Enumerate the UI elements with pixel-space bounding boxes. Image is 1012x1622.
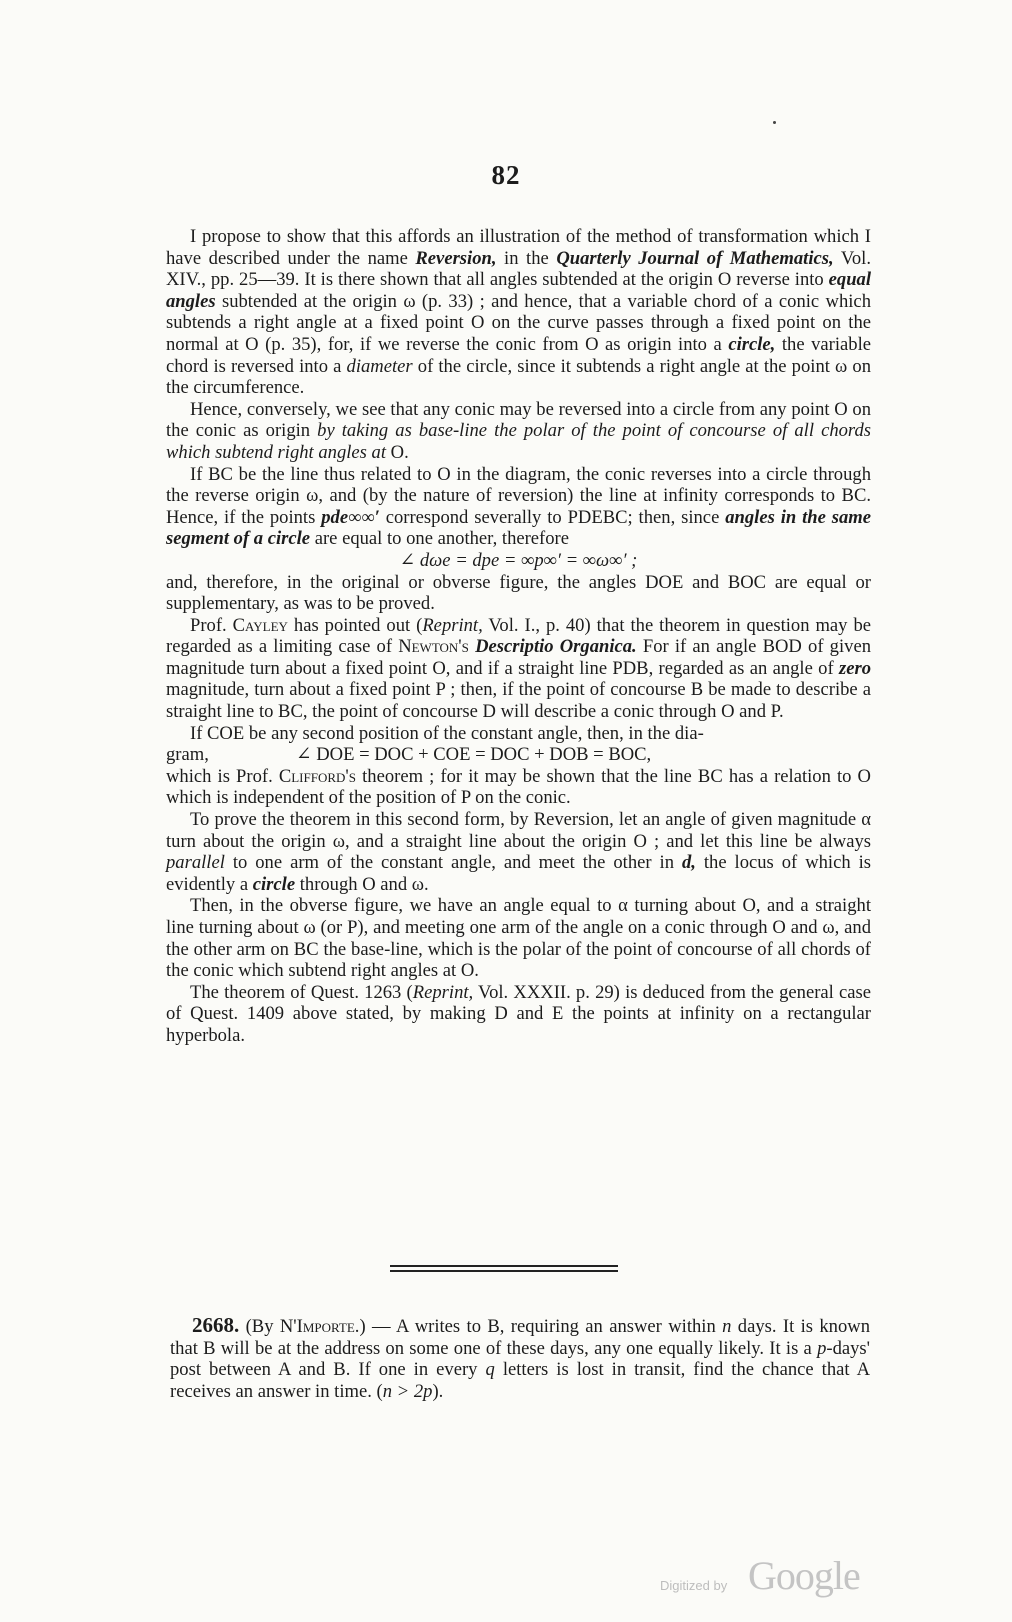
speck-dot: [773, 121, 776, 124]
digitized-by-label: Digitized by: [660, 1578, 728, 1593]
paragraph-then: Then, in the obverse figure, we have an angle equal to α turning about O, and a straight line turning about ω (or P), and meeting one arm of the angle on a conic through O and ω, and the other arm on BC the base-line, which is the polar of the point of concourse of all chords of the conic which subtend right angles at O.: [166, 895, 871, 982]
author-name: N'Importe.: [279, 1316, 360, 1337]
emphasis: d,: [681, 852, 696, 874]
formula-angles: ∠ dωe = dpe = ∞p∞′ = ∞ω∞′ ;: [399, 549, 638, 571]
text: (By: [239, 1316, 280, 1337]
text: subtended at the origin ω (p. 33) ; and hence, that a variable chord of a conic which subtends a right angle at a fixed point O on the curve passes through a fixed point on the normal at O (p. 35), for, if we reverse the conic from O as origin into a: [166, 290, 871, 355]
journal-title: Quarterly Journal of Mathematics,: [556, 247, 834, 269]
text: O.: [386, 441, 409, 463]
gram-equation-line: [166, 744, 871, 766]
paragraph-quest-1263: [166, 982, 871, 1047]
emphasis: Reprint,: [422, 614, 483, 636]
author-name: Newton's: [398, 636, 469, 658]
section-divider: [390, 1265, 618, 1272]
text: magnitude, turn about a fixed point P ; then, if the point of concourse B be made to describe a straight line to BC, the point of concourse D will describe a conic through O and P.: [166, 679, 871, 723]
emphasis: zero: [838, 657, 871, 679]
text: Vol. XXXII. p. 29) is deduced from the general case of Quest. 1409 above stated, by making D and E the points at infinity on a rectangular hyperbola.: [166, 981, 872, 1046]
text: which is Prof.: [166, 765, 279, 787]
math-points: pde∞∞′: [321, 506, 380, 528]
emphasis: Reversion,: [415, 247, 497, 269]
text: If COE be any second position of the constant angle, then, in the dia-: [190, 722, 704, 744]
divider-line: [390, 1270, 618, 1272]
divider-line: [390, 1265, 618, 1267]
question-text: [170, 1315, 870, 1402]
text: ) — A writes to B, requiring an answer within: [359, 1316, 723, 1337]
text: Vol. I., p. 40) that the theorem in question may be regarded as a limiting case of: [166, 614, 872, 658]
formula-doe: ∠ DOE = DOC + COE = DOC + DOB = BOC,: [296, 744, 652, 766]
text: correspond severally to PDEBC; then, since: [379, 506, 726, 528]
text: Hence, conversely, we see that any conic may be reversed into a circle from any point O on the conic as origin: [166, 398, 871, 442]
text: of the circle, since it subtends a right angle at the point ω on the circumference.: [166, 355, 871, 399]
text: ).: [432, 1380, 444, 1402]
paragraph-cayley: [166, 615, 871, 723]
text: in the: [496, 247, 557, 269]
text: Prof.: [190, 614, 233, 636]
emphasis: angles in the same segment of a circle: [166, 506, 871, 550]
condition: n > 2p: [382, 1380, 433, 1402]
google-logo: Google: [748, 1553, 860, 1598]
text: gram,: [166, 744, 209, 766]
emphasis: by taking as base-line the polar of the point of concourse of all chords which subtend right angles at: [166, 420, 871, 463]
text: theorem ; for it may be shown that the line BC has a relation to O which is independent of the position of P on the conic.: [166, 765, 871, 809]
text: I propose to show that this affords an illustration of the method of transformation which I have described under the name: [166, 226, 871, 269]
paragraph-clifford: [166, 766, 871, 809]
paragraph-reversion: [166, 226, 871, 399]
paragraph-conversely: [166, 399, 871, 464]
author-name: Clifford's: [278, 765, 357, 787]
variable: p: [817, 1337, 827, 1359]
emphasis: circle,: [728, 333, 776, 355]
author-name: Cayley: [232, 614, 288, 636]
paragraph-obverse: and, therefore, in the original or obverse figure, the angles DOE and BOC are equal or supplementary, as was to be proved.: [166, 571, 871, 615]
text: to one arm of the constant angle, and meet the other in: [224, 852, 682, 874]
variable: n: [722, 1316, 732, 1337]
emphasis: circle: [252, 873, 296, 895]
question-2668: [170, 1315, 870, 1402]
text: has pointed out (: [287, 614, 423, 636]
paragraph-coe: [166, 723, 871, 745]
text: letters is lost in transit, find the chance that A receives an answer in time. (: [170, 1359, 870, 1402]
article-body: [166, 226, 871, 1047]
text: To prove the theorem in this second form, by Reversion, let an angle of given magnitude α turn about the origin ω, and a straight line about the origin O ; and let this line be always: [166, 809, 871, 852]
text: The theorem of Quest. 1263 (: [190, 981, 413, 1003]
paragraph-bc-line: [166, 464, 871, 550]
emphasis: Reprint,: [412, 981, 474, 1003]
text: the variable chord is reversed into a: [166, 333, 871, 377]
variable: q: [485, 1359, 495, 1381]
page-number: 82: [491, 160, 521, 190]
paragraph-second-form: [166, 809, 871, 895]
text: If BC be the line thus related to O in the diagram, the conic reverses into a circle through the reverse origin ω, and (by the nature of reversion) the line at infinity corresponds to BC. Hence, if the points: [166, 463, 871, 528]
text: the locus of which is evidently a: [166, 852, 871, 895]
text: are equal to one another, therefore: [310, 528, 569, 550]
text: days. It is known that B will be at the address on some one of these days, any one equally likely. It is a: [170, 1316, 870, 1359]
emphasis: parallel: [166, 852, 225, 874]
text: Vol. XIV., pp. 25—39. It is there shown that all angles subtended at the origin O reverse into: [166, 247, 871, 291]
emphasis: equal angles: [166, 269, 871, 312]
text: -days' post between A and B. If one in every: [170, 1337, 870, 1381]
emphasis: Descriptio Organica.: [475, 636, 637, 658]
emphasis: diameter: [346, 355, 413, 377]
question-number: 2668.: [192, 1313, 240, 1337]
text: For if an angle BOD of given magnitude turn about a fixed point O, and if a straight line PDB, regarded as an angle of: [166, 636, 871, 679]
text: through O and ω.: [295, 873, 429, 895]
